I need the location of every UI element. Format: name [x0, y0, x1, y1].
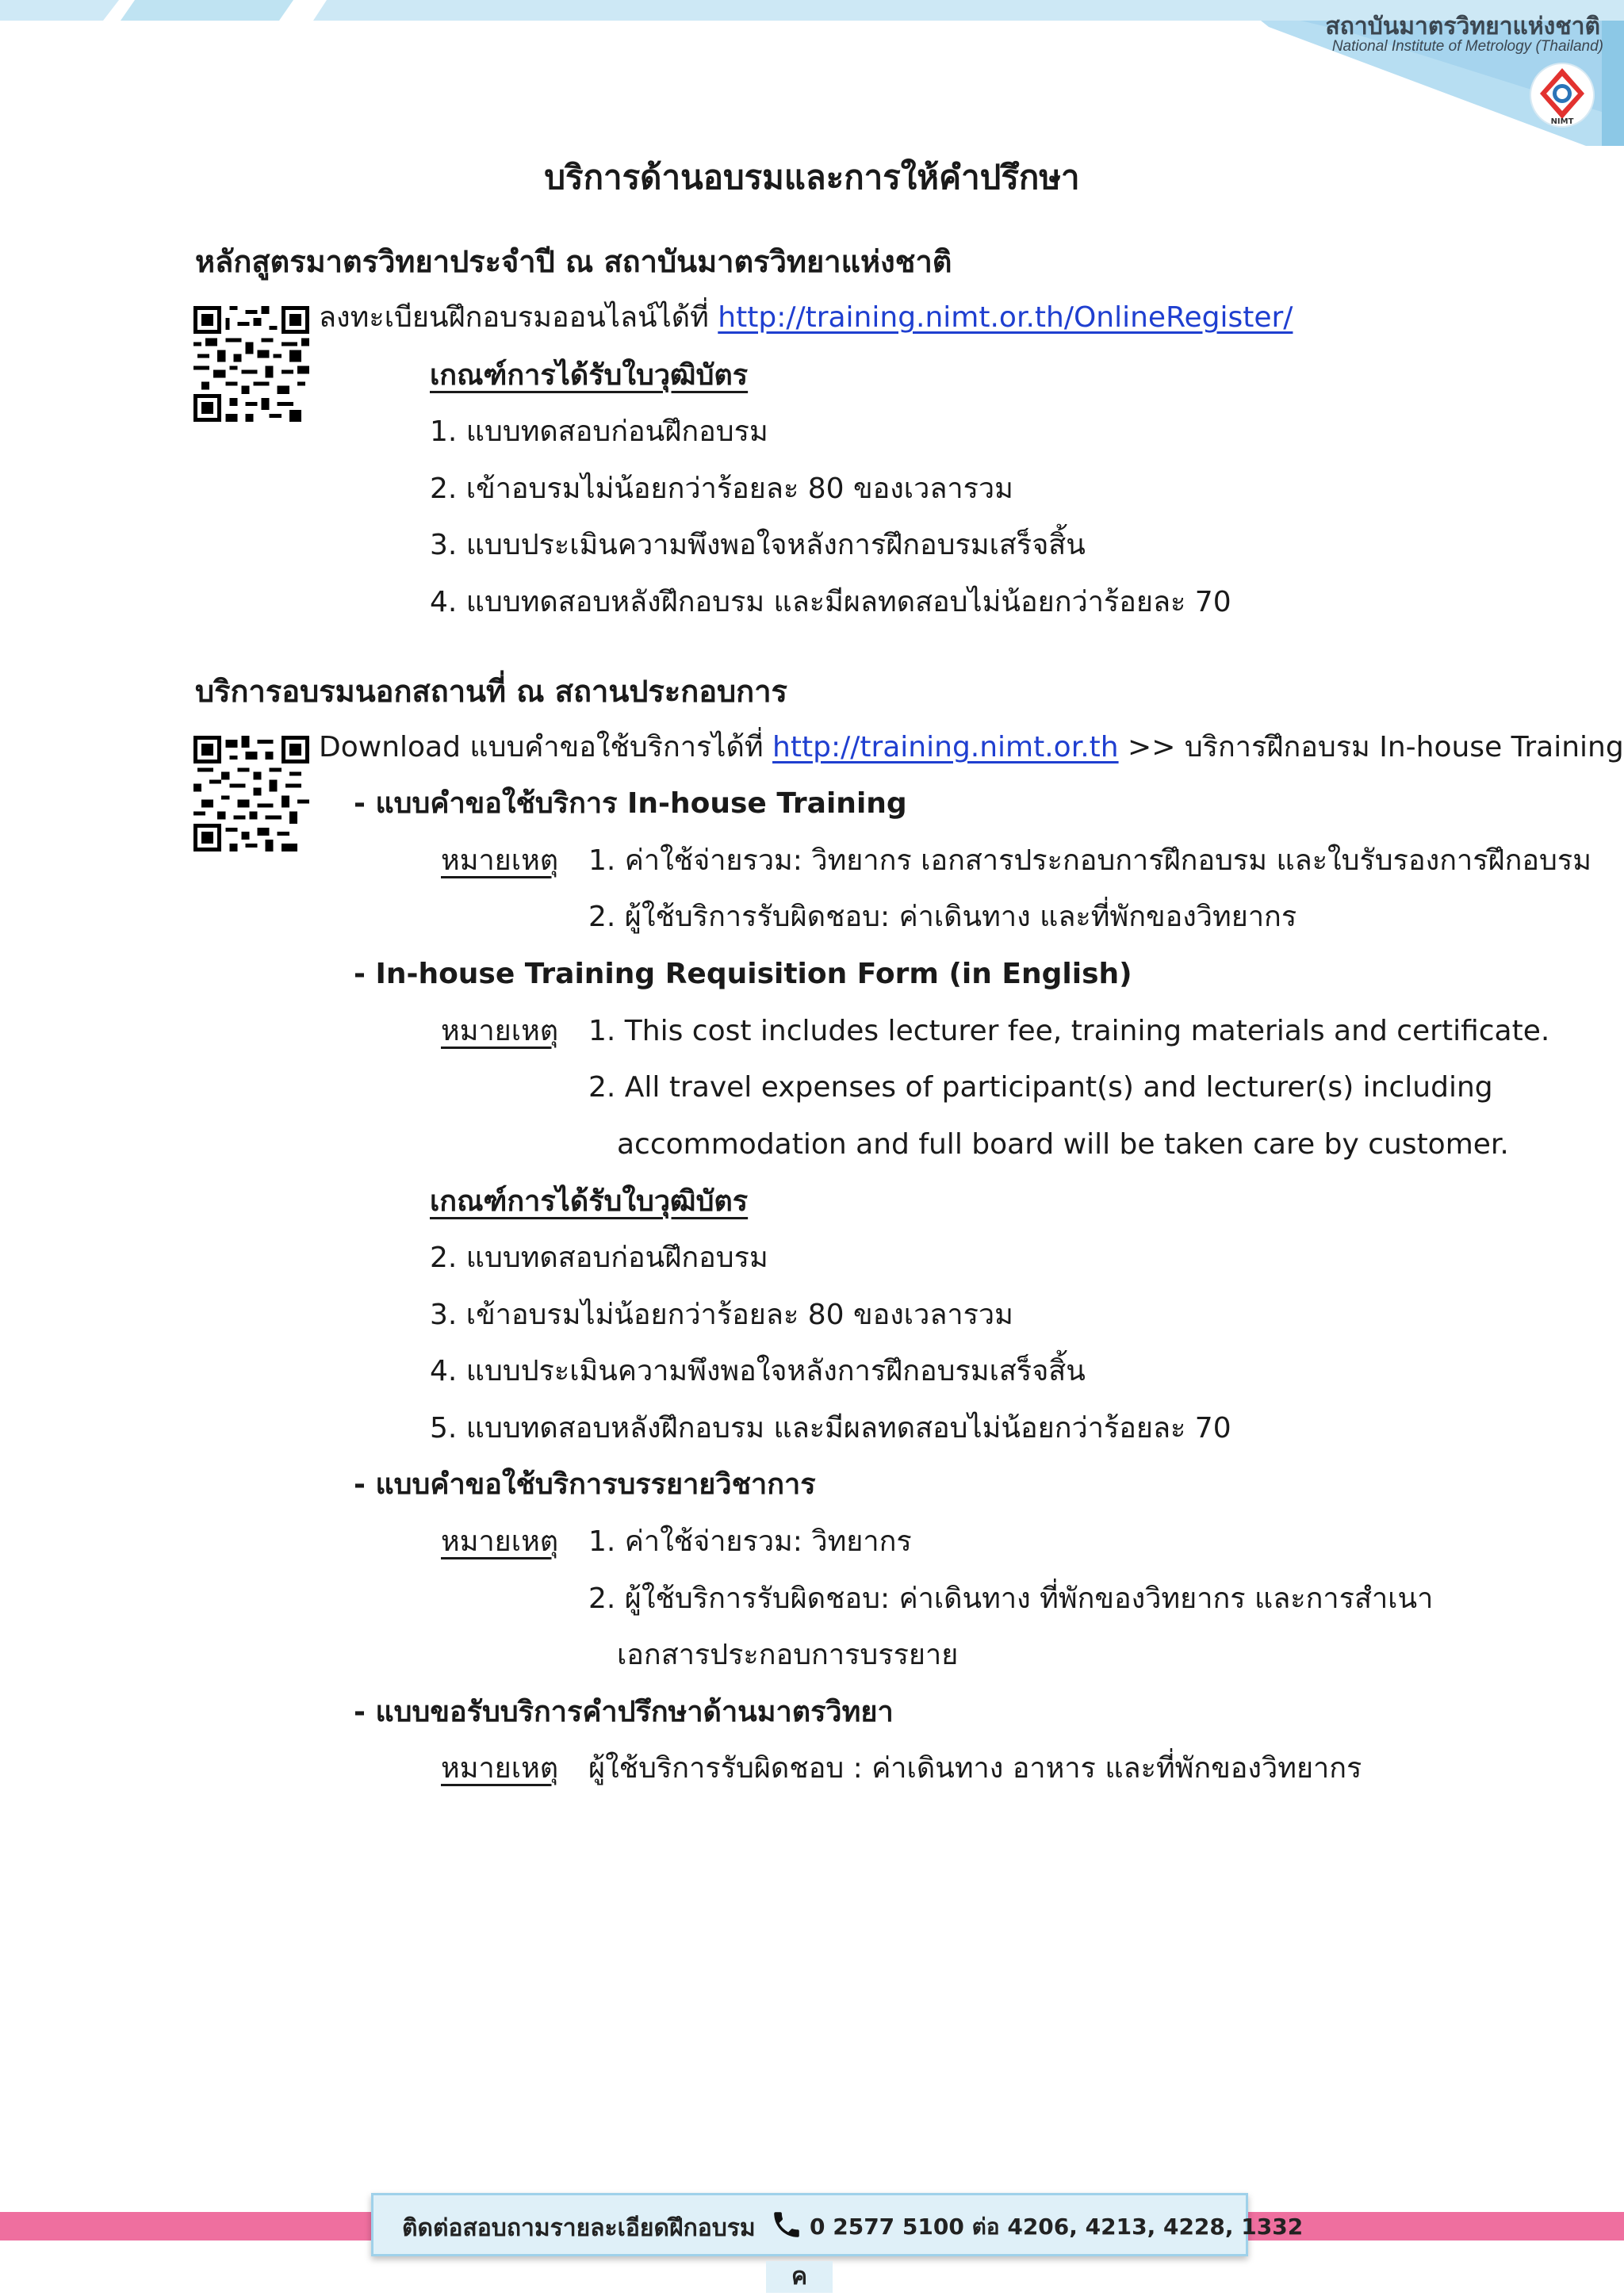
- download-prefix: Download แบบคำขอใช้บริการได้ที่: [319, 731, 764, 763]
- nimt-logo: [1529, 62, 1595, 128]
- contact-box: [371, 2193, 1304, 2256]
- form3-title[interactable]: - แบบคำขอใช้บริการบรรยายวิชาการ: [354, 1468, 816, 1501]
- section2-criteria-item: 3. เข้าอบรมไม่น้อยกว่าร้อยละ 80 ของเวลารวม: [430, 1299, 1013, 1331]
- phone-icon: [770, 2208, 803, 2241]
- training-site-link[interactable]: http://training.nimt.or.th: [772, 731, 1119, 763]
- form4-title[interactable]: - แบบขอรับบริการคำปรึกษาด้านมาตรวิทยา: [354, 1696, 894, 1728]
- form1-title[interactable]: - แบบคำขอใช้บริการ In-house Training: [354, 787, 907, 820]
- section2-criteria-item: 2. แบบทดสอบก่อนฝึกอบรม: [430, 1242, 768, 1274]
- form2-note-item: 2. All travel expenses of participant(s) and lecturer(s) including: [588, 1071, 1493, 1104]
- logo-text: NIMT: [1550, 117, 1574, 126]
- form3-note-label: หมายเหตุ: [441, 1525, 559, 1558]
- section1-criteria-item: 3. แบบประเมินความพึงพอใจหลังการฝึกอบรมเสร็จสิ้น: [430, 529, 1086, 561]
- form2-note-item: accommodation and full board will be taken care by customer.: [617, 1128, 1509, 1161]
- form1-note-item: 2. ผู้ใช้บริการรับผิดชอบ: ค่าเดินทาง และที่พักของวิทยากร: [588, 901, 1297, 933]
- section1-criteria-item: 2. เข้าอบรมไม่น้อยกว่าร้อยละ 80 ของเวลารวม: [430, 473, 1013, 505]
- form3-note-item: 2. ผู้ใช้บริการรับผิดชอบ: ค่าเดินทาง ที่พักของวิทยากร และการสำเนา: [588, 1582, 1434, 1615]
- form1-note-label: หมายเหตุ: [441, 844, 559, 877]
- form2-note-item: 1. This cost includes lecturer fee, training materials and certificate.: [588, 1015, 1550, 1047]
- form1-note-item: 1. ค่าใช้จ่ายรวม: วิทยากร เอกสารประกอบการฝึกอบรม และใบรับรองการฝึกอบรม: [588, 844, 1591, 877]
- register-line: [319, 299, 1293, 337]
- section2-criteria-heading: เกณฑ์การได้รับใบวุฒิบัตร: [430, 1185, 749, 1218]
- institute-name-th: สถาบันมาตรวิทยาแห่งชาติ: [1325, 13, 1600, 40]
- download-line: [319, 729, 1624, 767]
- qr-code-online-register[interactable]: [193, 306, 309, 422]
- section1-criteria-item: 1. แบบทดสอบก่อนฝึกอบรม: [430, 415, 768, 448]
- qr-code-training-site[interactable]: [193, 736, 309, 851]
- contact-phone[interactable]: 0 2577 5100 ต่อ 4206, 4213, 4228, 1332: [810, 2214, 1304, 2240]
- section2-criteria-item: 5. แบบทดสอบหลังฝึกอบรม และมีผลทดสอบไม่น้อยกว่าร้อยละ 70: [430, 1412, 1231, 1445]
- online-register-link[interactable]: http://training.nimt.or.th/OnlineRegister/: [718, 301, 1293, 334]
- institute-name-en: National Institute of Metrology (Thailand): [1331, 38, 1603, 55]
- page-title: บริการด้านอบรมและการให้คำปรึกษา: [544, 158, 1080, 197]
- download-suffix: >> บริการฝึกอบรม In-house Training: [1128, 731, 1624, 763]
- register-text: ลงทะเบียนฝึกอบรมออนไลน์ได้ที่: [319, 301, 709, 334]
- section2-criteria-item: 4. แบบประเมินความพึงพอใจหลังการฝึกอบรมเสร็จสิ้น: [430, 1355, 1086, 1387]
- form4-note-item: ผู้ใช้บริการรับผิดชอบ : ค่าเดินทาง อาหาร และที่พักของวิทยากร: [588, 1752, 1362, 1785]
- contact-label: ติดต่อสอบถามรายละเอียดฝึกอบรม: [402, 2214, 756, 2242]
- form4-note-label: หมายเหตุ: [441, 1752, 559, 1785]
- form3-note-item: 1. ค่าใช้จ่ายรวม: วิทยากร: [588, 1525, 912, 1558]
- section1-heading: หลักสูตรมาตรวิทยาประจำปี ณ สถาบันมาตรวิทยาแห่งชาติ: [195, 244, 952, 279]
- form3-note-item: เอกสารประกอบการบรรยาย: [617, 1639, 959, 1671]
- form2-title[interactable]: - In-house Training Requisition Form (in English): [354, 958, 1132, 990]
- section1-criteria-heading: เกณฑ์การได้รับใบวุฒิบัตร: [430, 359, 749, 392]
- section1-criteria-item: 4. แบบทดสอบหลังฝึกอบรม และมีผลทดสอบไม่น้อยกว่าร้อยละ 70: [430, 586, 1231, 618]
- form2-note-label: หมายเหตุ: [441, 1015, 559, 1047]
- section2-heading: บริการอบรมนอกสถานที่ ณ สถานประกอบการ: [195, 674, 787, 709]
- page-label: ค: [766, 2261, 833, 2293]
